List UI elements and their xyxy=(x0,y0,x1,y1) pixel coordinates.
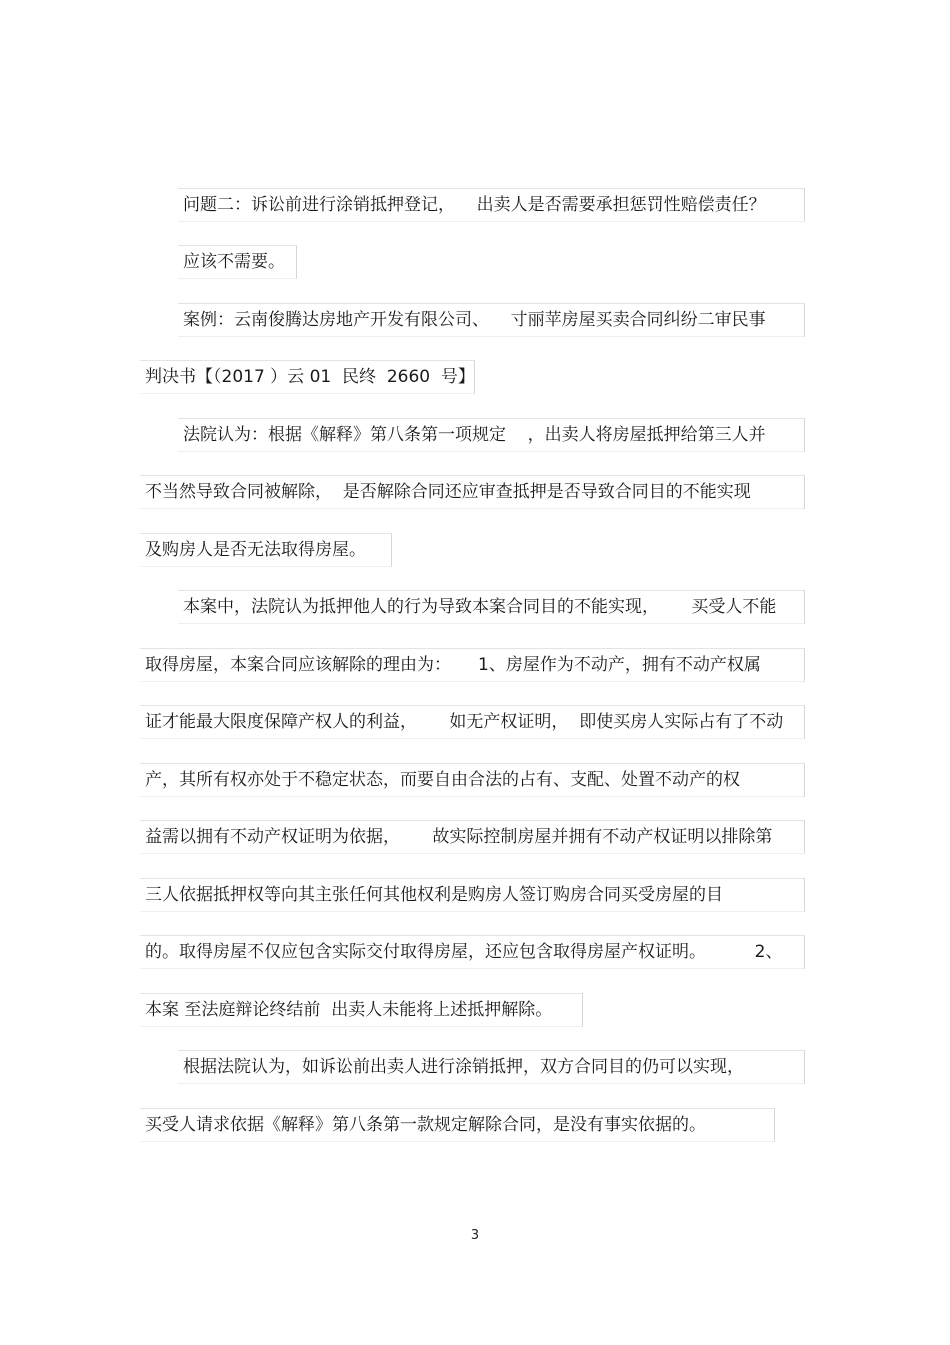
paragraph-line xyxy=(0,878,723,912)
line-text: 应该不需要。 xyxy=(183,252,285,272)
paragraph-line xyxy=(0,475,751,509)
page-number: 3 xyxy=(470,1228,480,1243)
paragraph-line xyxy=(0,935,783,969)
line-text: 案例：云南俊腾达房地产开发有限公司、 寸丽苹房屋买卖合同纠纷二审民事 xyxy=(183,310,766,330)
line-text: 法院认为：根据《解释》第八条第一项规定 ，出卖人将房屋抵押给第三人并 xyxy=(183,425,766,445)
paragraph-line xyxy=(0,705,784,739)
paragraph-line xyxy=(0,418,766,452)
line-text: 买受人请求依据《解释》第八条第一款规定解除合同，是没有事实依据的。 xyxy=(145,1115,706,1135)
line-text: 证才能最大限度保障产权人的利益， 如无产权证明， 即使买房人实际占有了不动 xyxy=(145,712,784,732)
line-text: 问题二：诉讼前进行涂销抵押登记， 出卖人是否需要承担惩罚性赔偿责任？ xyxy=(183,195,766,215)
line-text: 及购房人是否无法取得房屋。 xyxy=(145,540,366,560)
line-text: 益需以拥有不动产权证明为依据， 故实际控制房屋并拥有不动产权证明以排除第 xyxy=(145,827,773,847)
paragraph-line xyxy=(0,993,553,1027)
line-text: 不当然导致合同被解除， 是否解除合同还应审查抵押是否导致合同目的不能实现 xyxy=(145,482,751,502)
line-text: 本案中，法院认为抵押他人的行为导致本案合同目的不能实现， 买受人不能 xyxy=(183,597,777,617)
paragraph-line xyxy=(0,188,766,222)
line-text: 根据法院认为，如诉讼前出卖人进行涂销抵押，双方合同目的仍可以实现， xyxy=(183,1057,744,1077)
line-text: 判决书【（2017 ）云 01 民终 2660 号】 xyxy=(145,367,475,387)
paragraph-line xyxy=(0,648,761,682)
line-text: 的。取得房屋不仅应包含实际交付取得房屋，还应包含取得房屋产权证明。 2、 xyxy=(145,942,783,962)
line-text: 产，其所有权亦处于不稳定状态，而要自由合法的占有、支配、处置不动产的权 xyxy=(145,770,740,790)
paragraph-line xyxy=(0,245,285,279)
paragraph-line xyxy=(0,360,475,394)
paragraph-line xyxy=(0,533,366,567)
paragraph-line xyxy=(0,763,740,797)
paragraph-line xyxy=(0,590,777,624)
paragraph-line xyxy=(0,1050,744,1084)
paragraph-line xyxy=(0,1108,706,1142)
line-text: 本案 至法庭辩论终结前 出卖人未能将上述抵押解除。 xyxy=(145,1000,553,1020)
line-text: 三人依据抵押权等向其主张任何其他权利是购房人签订购房合同买受房屋的目 xyxy=(145,885,723,905)
line-text: 取得房屋，本案合同应该解除的理由为： 1、房屋作为不动产，拥有不动产权属 xyxy=(145,655,761,675)
paragraph-line xyxy=(0,820,773,854)
paragraph-line xyxy=(0,303,766,337)
